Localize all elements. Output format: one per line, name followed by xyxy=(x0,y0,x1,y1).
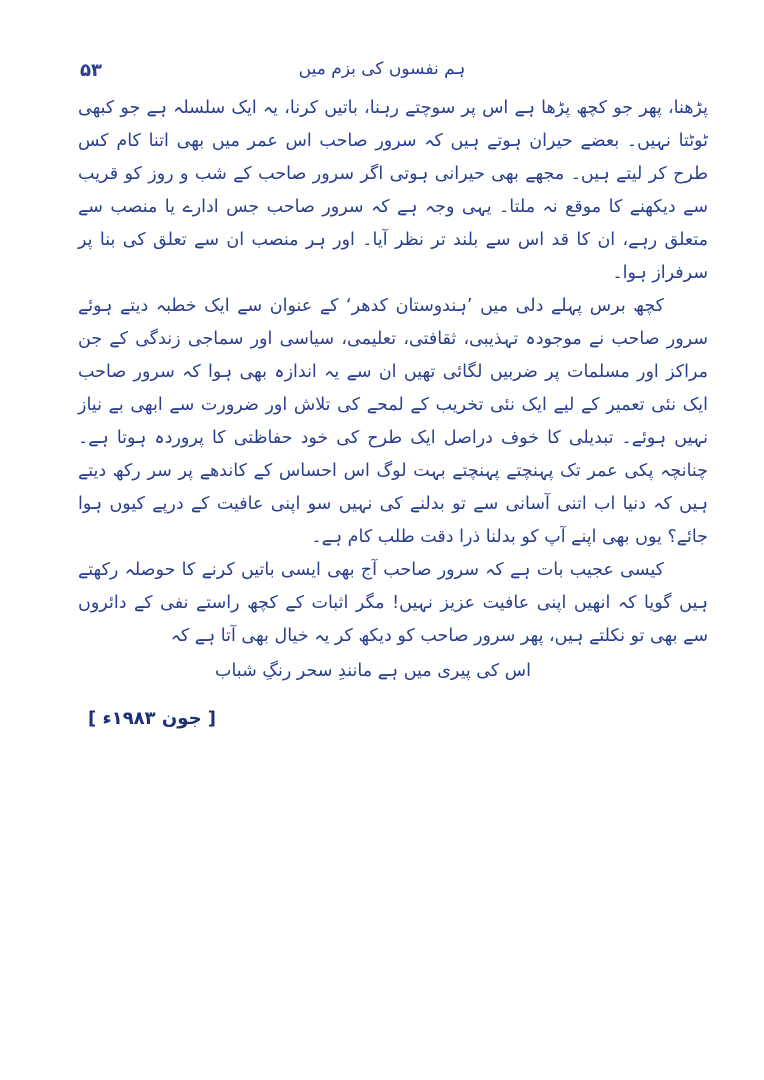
paragraph-3: کیسی عجیب بات ہے کہ سرور صاحب آج بھی ایسی باتیں کرنے کا حوصلہ رکھتے ہیں گویا کہ انھیں اپنی عافیت عزیز نہیں! مگر اثبات کے کچھ راستے نفی کے دائروں سے بھی تو نکلتے ہیں، پھر سرور صاحب کو دیکھ کر یہ خیال بھی آتا ہے کہ xyxy=(78,560,708,646)
verse-line: اس کی پیری میں ہے مانندِ سحر رنگِ شباب xyxy=(214,661,532,681)
running-header-title: ہم نفسوں کی بزم میں xyxy=(298,59,466,79)
paragraph-1: پڑھنا، پھر جو کچھ پڑھا ہے اس پر سوچتے رہنا، باتیں کرنا، یہ ایک سلسلہ ہے جو کبھی ٹوٹتا نہیں۔ بعضے حیران ہوتے ہیں کہ سرور صاحب اس عمر میں بھی اتنا کام کس طرح کر لیتے ہیں۔ مجھے بھی حیرانی ہوتی اگر سرور صاحب کے شب و روز کو قریب سے دیکھنے کا موقع نہ ملتا۔ یہی وجہ ہے کہ سرور صاحب جس ادارے یا منصب سے متعلق رہے، ان کا قد اس سے بلند تر نظر آیا۔ اور ہر منصب ان سے تعلق کی بنا پر سرفراز ہوا۔ xyxy=(78,98,708,283)
date-line: [ جون ۱۹۸۳ء ] xyxy=(88,708,217,729)
body-text xyxy=(78,92,708,688)
paragraph-2: کچھ برس پہلے دلی میں ’ہندوستان کدھر‘ کے عنوان سے ایک خطبہ دیتے ہوئے سرور صاحب نے موجودہ تہذیبی، ثقافتی، تعلیمی، سیاسی اور سماجی زندگی کے جن مراکز اور مسلمات پر ضربیں لگائی تھیں ان سے یہ اندازہ بھی ہوا کہ سرور صاحب ایک نئی تعمیر کے لیے ایک نئی تخریب کے لمحے کی تلاش اور ضرورت سے ابھی بے نیاز نہیں ہوئے۔ تبدیلی کا خوف دراصل ایک طرح کی خود حفاظتی کا پروردہ ہوتا ہے۔ چنانچہ پکی عمر تک پہنچتے پہنچتے بہت لوگ اس احساس کے کاندھے پر سر رکھ دیتے ہیں کہ دنیا اب اتنی آسانی سے تو بدلنے کی نہیں سو اپنی عافیت کے درپے کیوں ہوا جائے؟ یوں بھی اپنے آپ کو بدلنا ذرا دقت طلب کام ہے۔ xyxy=(78,296,708,547)
page-number: ۵۳ xyxy=(80,60,102,81)
